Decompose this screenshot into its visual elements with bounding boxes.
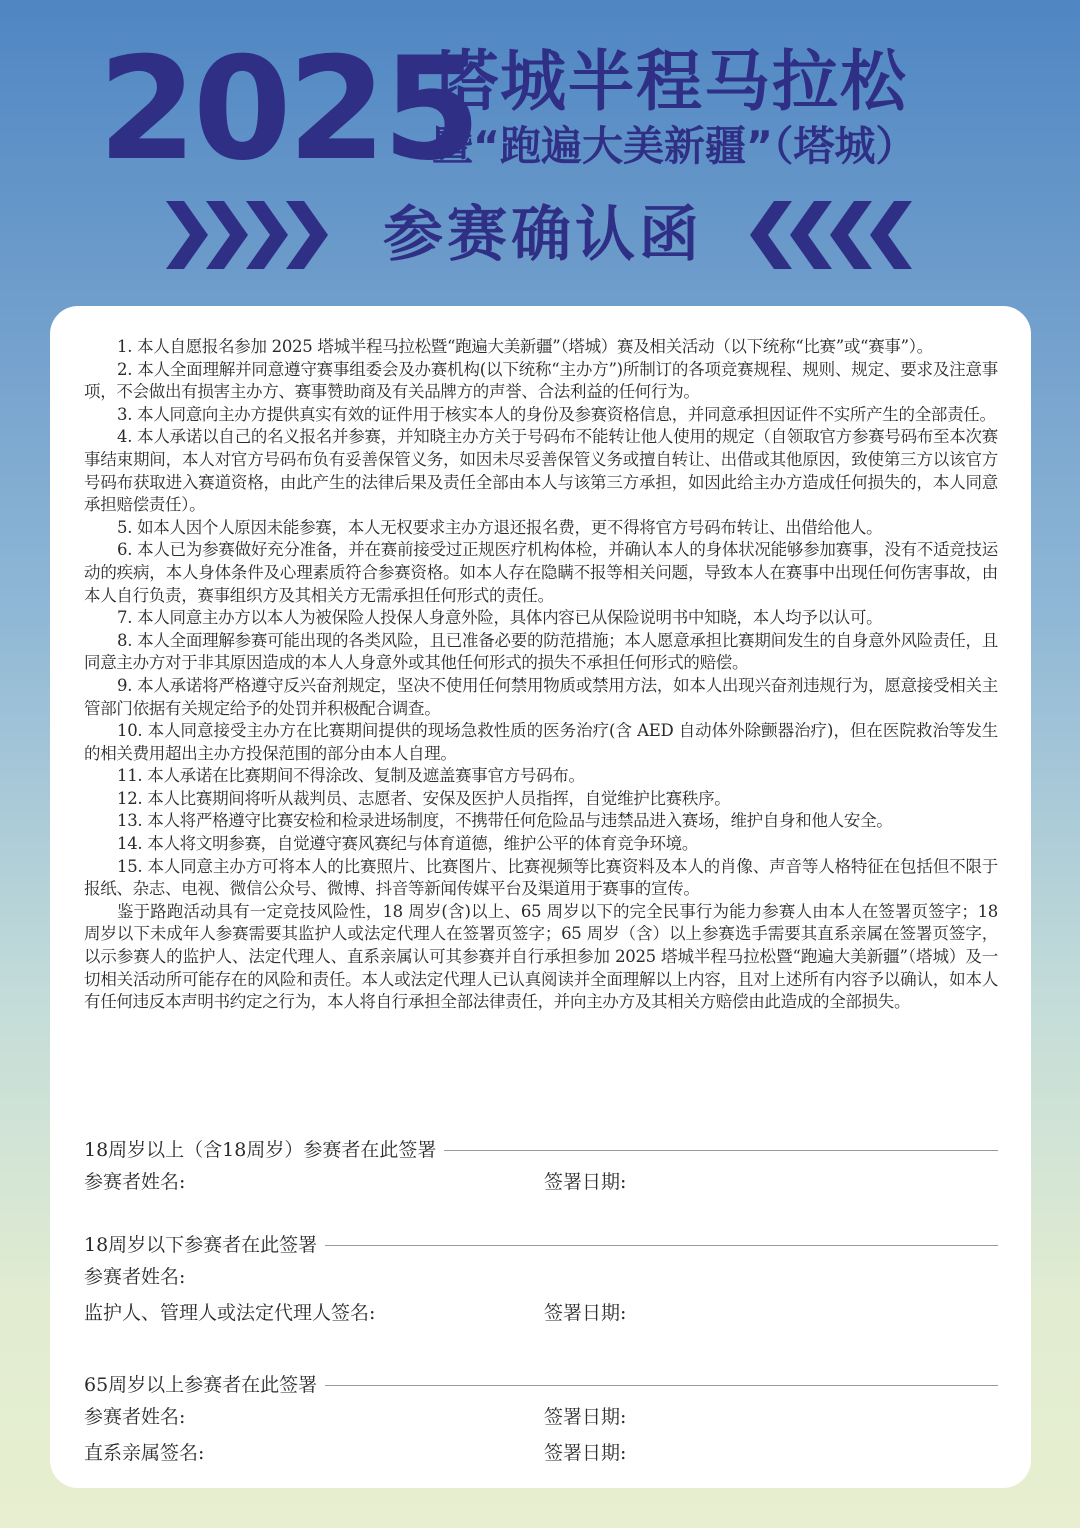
senior-signature-section (84, 1371, 998, 1471)
signing-date-field[interactable]: 签署日期: (544, 1302, 627, 1324)
term-item: 3. 本人同意向主办方提供真实有效的证件用于核实本人的身份及参赛资格信息，并同意承担因证件不实所产生的全部责任。 (117, 404, 996, 424)
terms-card (50, 306, 1031, 1488)
term-item: 12. 本人比赛期间将听从裁判员、志愿者、安保及医护人员指挥，自觉维护比赛秩序。 (117, 788, 731, 808)
signing-date-field[interactable]: 签署日期: (544, 1171, 627, 1193)
term-item: 13. 本人将严格遵守比赛安检和检录进场制度，不携带任何危险品与违禁品进入赛场，维护自身和他人安全。 (117, 811, 893, 831)
term-item: 10. 本人同意接受主办方在比赛期间提供的现场急救性质的医务治疗(含 AED 自动体外除颤器治疗)，但在医院救治等发生的相关费用超出主办方投保范围的部分由本人自理。 (84, 721, 998, 763)
participant-name-field[interactable]: 参赛者姓名: (84, 1266, 186, 1288)
closing-statement: 鉴于路跑活动具有一定竞技风险性，18 周岁(含)以上、65 周岁以下的完全民事行为能力参赛人由本人在签署页签字；18 周岁以下未成年人参赛需要其监护人或法定代理人在签署页签字；65 周岁（含）以上参赛选手需要其直系亲属在签署页签字，以示参赛人的监护人、法定代理人、直系亲属认可其参赛并自行承担参加 2025 塔城半程马拉松暨“跑遍大美新疆”（塔城）及一切相关活动所可能存在的风险和责任。本人或法定代理人已认真阅读并全面理解以上内容，且对上述所有内容予以确认，如本人有任何违反本声明书约定之行为，本人将自行承担全部法律责任，并向主办方及其相关方赔偿由此造成的全部损失。 (84, 901, 998, 1012)
term-item: 11. 本人承诺在比赛期间不得涂改、复制及遮盖赛事官方号码布。 (117, 766, 585, 786)
term-item: 14. 本人将文明参赛，自觉遵守赛风赛纪与体育道德，维护公平的体育竞争环境。 (117, 834, 699, 854)
participant-name-field[interactable]: 参赛者姓名: (84, 1171, 186, 1193)
chevrons-right-icon (166, 195, 336, 275)
relative-signature-field[interactable]: 直系亲属签名: (84, 1442, 205, 1464)
term-item: 5. 如本人因个人原因未能参赛，本人无权要求主办方退还报名费，更不得将官方号码布转让、出借给他人。 (117, 517, 883, 537)
senior-signature-heading: 65周岁以上参赛者在此签署 (84, 1371, 998, 1399)
guardian-signature-field[interactable]: 监护人、管理人或法定代理人签名: (84, 1302, 376, 1324)
senior-name-line (84, 1399, 998, 1435)
term-item: 15. 本人同意主办方可将本人的比赛照片、比赛图片、比赛视频等比赛资料及本人的肖像、声音等人格特征在包括但不限于报纸、杂志、电视、微信公众号、微博、抖音等新闻传媒平台及渠道用于赛事的宣传。 (84, 856, 998, 899)
header (0, 0, 1080, 300)
confirmation-letter-title: 参赛确认函 (383, 200, 703, 270)
minor-signature-heading: 18周岁以下参赛者在此签署 (84, 1231, 998, 1259)
adult-signature-heading: 18周岁以上（含18周岁）参赛者在此签署 (84, 1136, 998, 1164)
relative-signature-line (84, 1435, 998, 1471)
term-item: 2. 本人全面理解并同意遵守赛事组委会及办赛机构(以下统称“主办方”)所制订的各项竞赛规程、规则、规定、要求及注意事项，不会做出有损害主办方、赛事赞助商及有关品牌方的声誉、合法利益的任何行为。 (84, 359, 998, 402)
terms-list (84, 336, 998, 1014)
term-item: 8. 本人全面理解参赛可能出现的各类风险，且已准备必要的防范措施；本人愿意承担比赛期间发生的自身意外风险责任，且同意主办方对于非其原因造成的本人人身意外或其他任何形式的损失不承担任何形式的赔偿。 (84, 630, 998, 673)
guardian-signature-line (84, 1295, 998, 1331)
term-item: 6. 本人已为参赛做好充分准备，并在赛前接受过正规医疗机构体检，并确认本人的身体状况能够参加赛事，没有不适竞技运动的疾病，本人身体条件及心理素质符合参赛资格。如本人存在隐瞒不报等相关问题，导致本人在赛事中出现任何伤害事故，由本人自行负责，赛事组织方及其相关方无需承担任何形式的责任。 (84, 540, 998, 605)
confirm-title-row (0, 195, 1080, 275)
participant-name-field[interactable]: 参赛者姓名: (84, 1406, 186, 1428)
term-item: 9. 本人承诺将严格遵守反兴奋剂规定，坚决不使用任何禁用物质或禁用方法，如本人出现兴奋剂违规行为，愿意接受相关主管部门依据有关规定给予的处罚并积极配合调查。 (84, 675, 998, 718)
chevrons-left-icon (742, 195, 912, 275)
event-subtitle: 暨“跑遍大美新疆”（塔城） (432, 122, 917, 170)
term-item: 7. 本人同意主办方以本人为被保险人投保人身意外险，具体内容已从保险说明书中知晓，本人均予以认可。 (117, 608, 883, 628)
term-item: 4. 本人承诺以自己的名义报名并参赛，并知晓主办方关于号码布不能转让他人使用的规定（自领取官方参赛号码布至本次赛事结束期间，本人对官方号码布负有妥善保管义务，如因未尽妥善保管义务或擅自转让、出借或其他原因，致使第三方以该官方号码布获取进入赛道资格，由此产生的法律后果及责任全部由本人与该第三方承担，如因此给主办方造成任何损失的，本人同意承担赔偿责任）。 (84, 427, 998, 515)
event-title: 塔城半程马拉松 (432, 43, 908, 120)
minor-name-line (84, 1259, 998, 1295)
adult-signature-fields (84, 1164, 998, 1200)
event-year: 2025 (98, 27, 478, 192)
relative-date-field[interactable]: 签署日期: (544, 1442, 627, 1464)
term-item: 1. 本人自愿报名参加 2025 塔城半程马拉松暨“跑遍大美新疆”（塔城）赛及相关活动（以下统称“比赛”或“赛事”）。 (117, 337, 933, 356)
signing-date-field[interactable]: 签署日期: (544, 1406, 627, 1428)
minor-signature-section (84, 1231, 998, 1331)
adult-signature-section (84, 1136, 998, 1200)
